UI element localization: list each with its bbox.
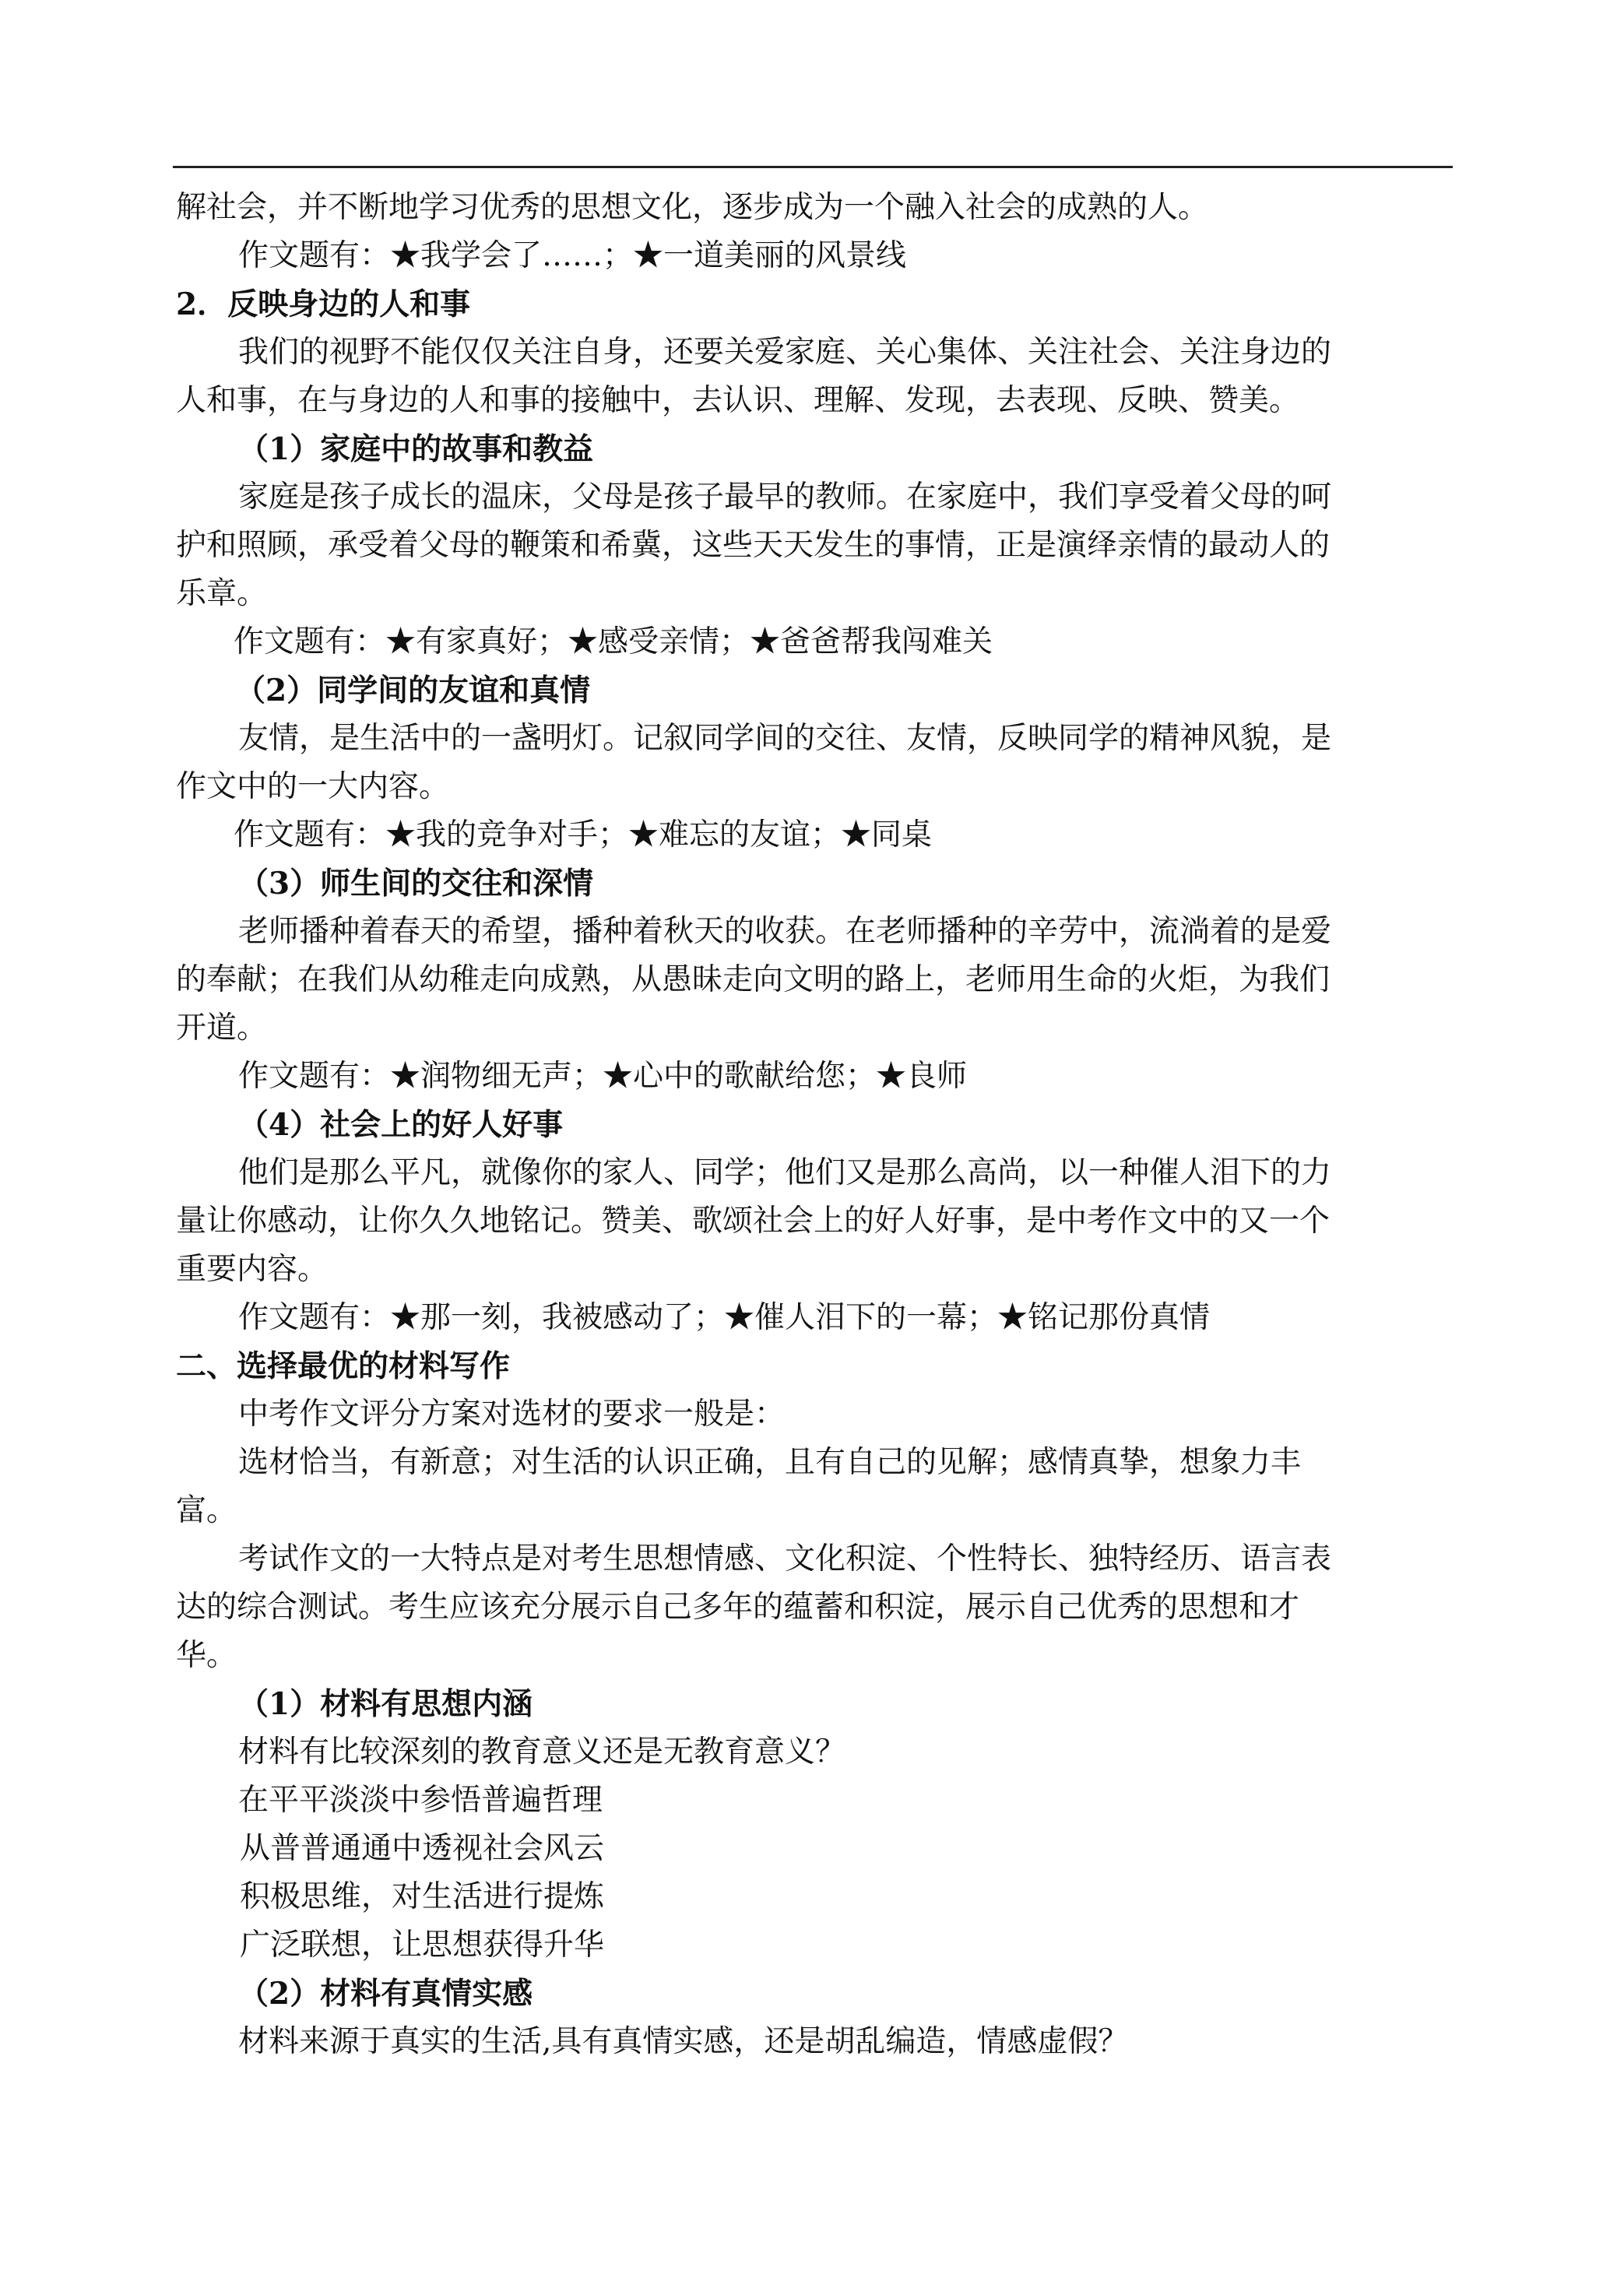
paragraph-line: 考试作文的一大特点是对考生思想情感、文化积淀、个性特长、独特经历、语言表 <box>238 1541 1332 1576</box>
paragraph-line: 富。 <box>176 1493 237 1528</box>
paragraph-line: 重要内容。 <box>176 1252 329 1287</box>
paragraph-line: 解社会，并不断地学习优秀的思想文化，逐步成为一个融入社会的成熟的人。 <box>176 190 1209 225</box>
paragraph-line: 材料来源于真实的生活,具有真情实感，还是胡乱编造，情感虚假？ <box>238 2024 1129 2059</box>
list-line: 从普普通通中透视社会风云 <box>240 1831 605 1866</box>
paragraph-line: 中考作文评分方案对选材的要求一般是： <box>238 1397 786 1432</box>
paragraph-line: 量让你感动，让你久久地铭记。赞美、歌颂社会上的好人好事，是中考作文中的又一个 <box>176 1204 1330 1239</box>
subsection-heading: （2）材料有真情实感 <box>238 1976 533 2012</box>
essay-topics-line: 作文题有：★我的竞争对手；★难忘的友谊；★同桌 <box>234 817 933 852</box>
paragraph-line: 的奉献；在我们从幼稚走向成熟，从愚昧走向文明的路上，老师用生命的火炬，为我们 <box>176 962 1330 997</box>
subsection-heading: （4）社会上的好人好事 <box>238 1107 564 1143</box>
section-heading: 二、选择最优的材料写作 <box>176 1348 511 1384</box>
subsection-heading: （1）材料有思想内涵 <box>238 1686 533 1722</box>
essay-topics-line: 作文题有：★我学会了……；★一道美丽的风景线 <box>238 238 907 273</box>
essay-topics-line: 作文题有：★那一刻，我被感动了；★催人泪下的一幕；★铭记那份真情 <box>238 1300 1211 1335</box>
paragraph-line: 开道。 <box>176 1010 268 1046</box>
paragraph-line: 友情，是生活中的一盏明灯。记叙同学间的交往、友情，反映同学的精神风貌，是 <box>238 721 1332 756</box>
list-line: 在平平淡淡中参悟普遍哲理 <box>238 1783 603 1818</box>
paragraph-line: 作文中的一大内容。 <box>176 769 450 804</box>
paragraph-line: 家庭是孩子成长的温床，父母是孩子最早的教师。在家庭中，我们享受着父母的呵 <box>238 480 1332 515</box>
essay-topics-line: 作文题有：★有家真好；★感受亲情；★爸爸帮我闯难关 <box>234 624 993 659</box>
section-heading: 2．反映身边的人和事 <box>176 286 471 322</box>
paragraph-line: 我们的视野不能仅仅关注自身，还要关爱家庭、关心集体、关注社会、关注身边的 <box>238 335 1332 370</box>
list-line: 积极思维，对生活进行提炼 <box>240 1879 605 1914</box>
subsection-heading: （3）师生间的交往和深情 <box>238 866 594 901</box>
subsection-heading: （2）同学间的友谊和真情 <box>235 673 591 708</box>
paragraph-line: 达的综合测试。考生应该充分展示自己多年的蕴蓄和积淀，展示自己优秀的思想和才 <box>176 1590 1300 1625</box>
paragraph-line: 材料有比较深刻的教育意义还是无教育意义？ <box>238 1734 846 1770</box>
paragraph-line: 选材恰当，有新意；对生活的认识正确，且有自己的见解；感情真挚，想象力丰 <box>238 1445 1302 1480</box>
paragraph-line: 他们是那么平凡，就像你的家人、同学；他们又是那么高尚，以一种催人泪下的力 <box>238 1155 1332 1190</box>
paragraph-line: 乐章。 <box>176 576 268 611</box>
document-body <box>176 184 1425 2066</box>
subsection-heading: （1）家庭中的故事和教益 <box>238 431 594 467</box>
essay-topics-line: 作文题有：★润物细无声；★心中的歌献给您；★良师 <box>238 1059 968 1094</box>
list-line: 广泛联想，让思想获得升华 <box>240 1928 605 1963</box>
paragraph-line: 护和照顾，承受着父母的鞭策和希冀，这些天天发生的事情，正是演绎亲情的最动人的 <box>176 528 1330 563</box>
header-rule <box>173 166 1453 168</box>
paragraph-line: 人和事，在与身边的人和事的接触中，去认识、理解、发现，去表现、反映、赞美。 <box>176 383 1300 418</box>
paragraph-line: 老师播种着春天的希望，播种着秋天的收获。在老师播种的辛劳中，流淌着的是爱 <box>238 914 1332 949</box>
paragraph-line: 华。 <box>176 1638 237 1673</box>
